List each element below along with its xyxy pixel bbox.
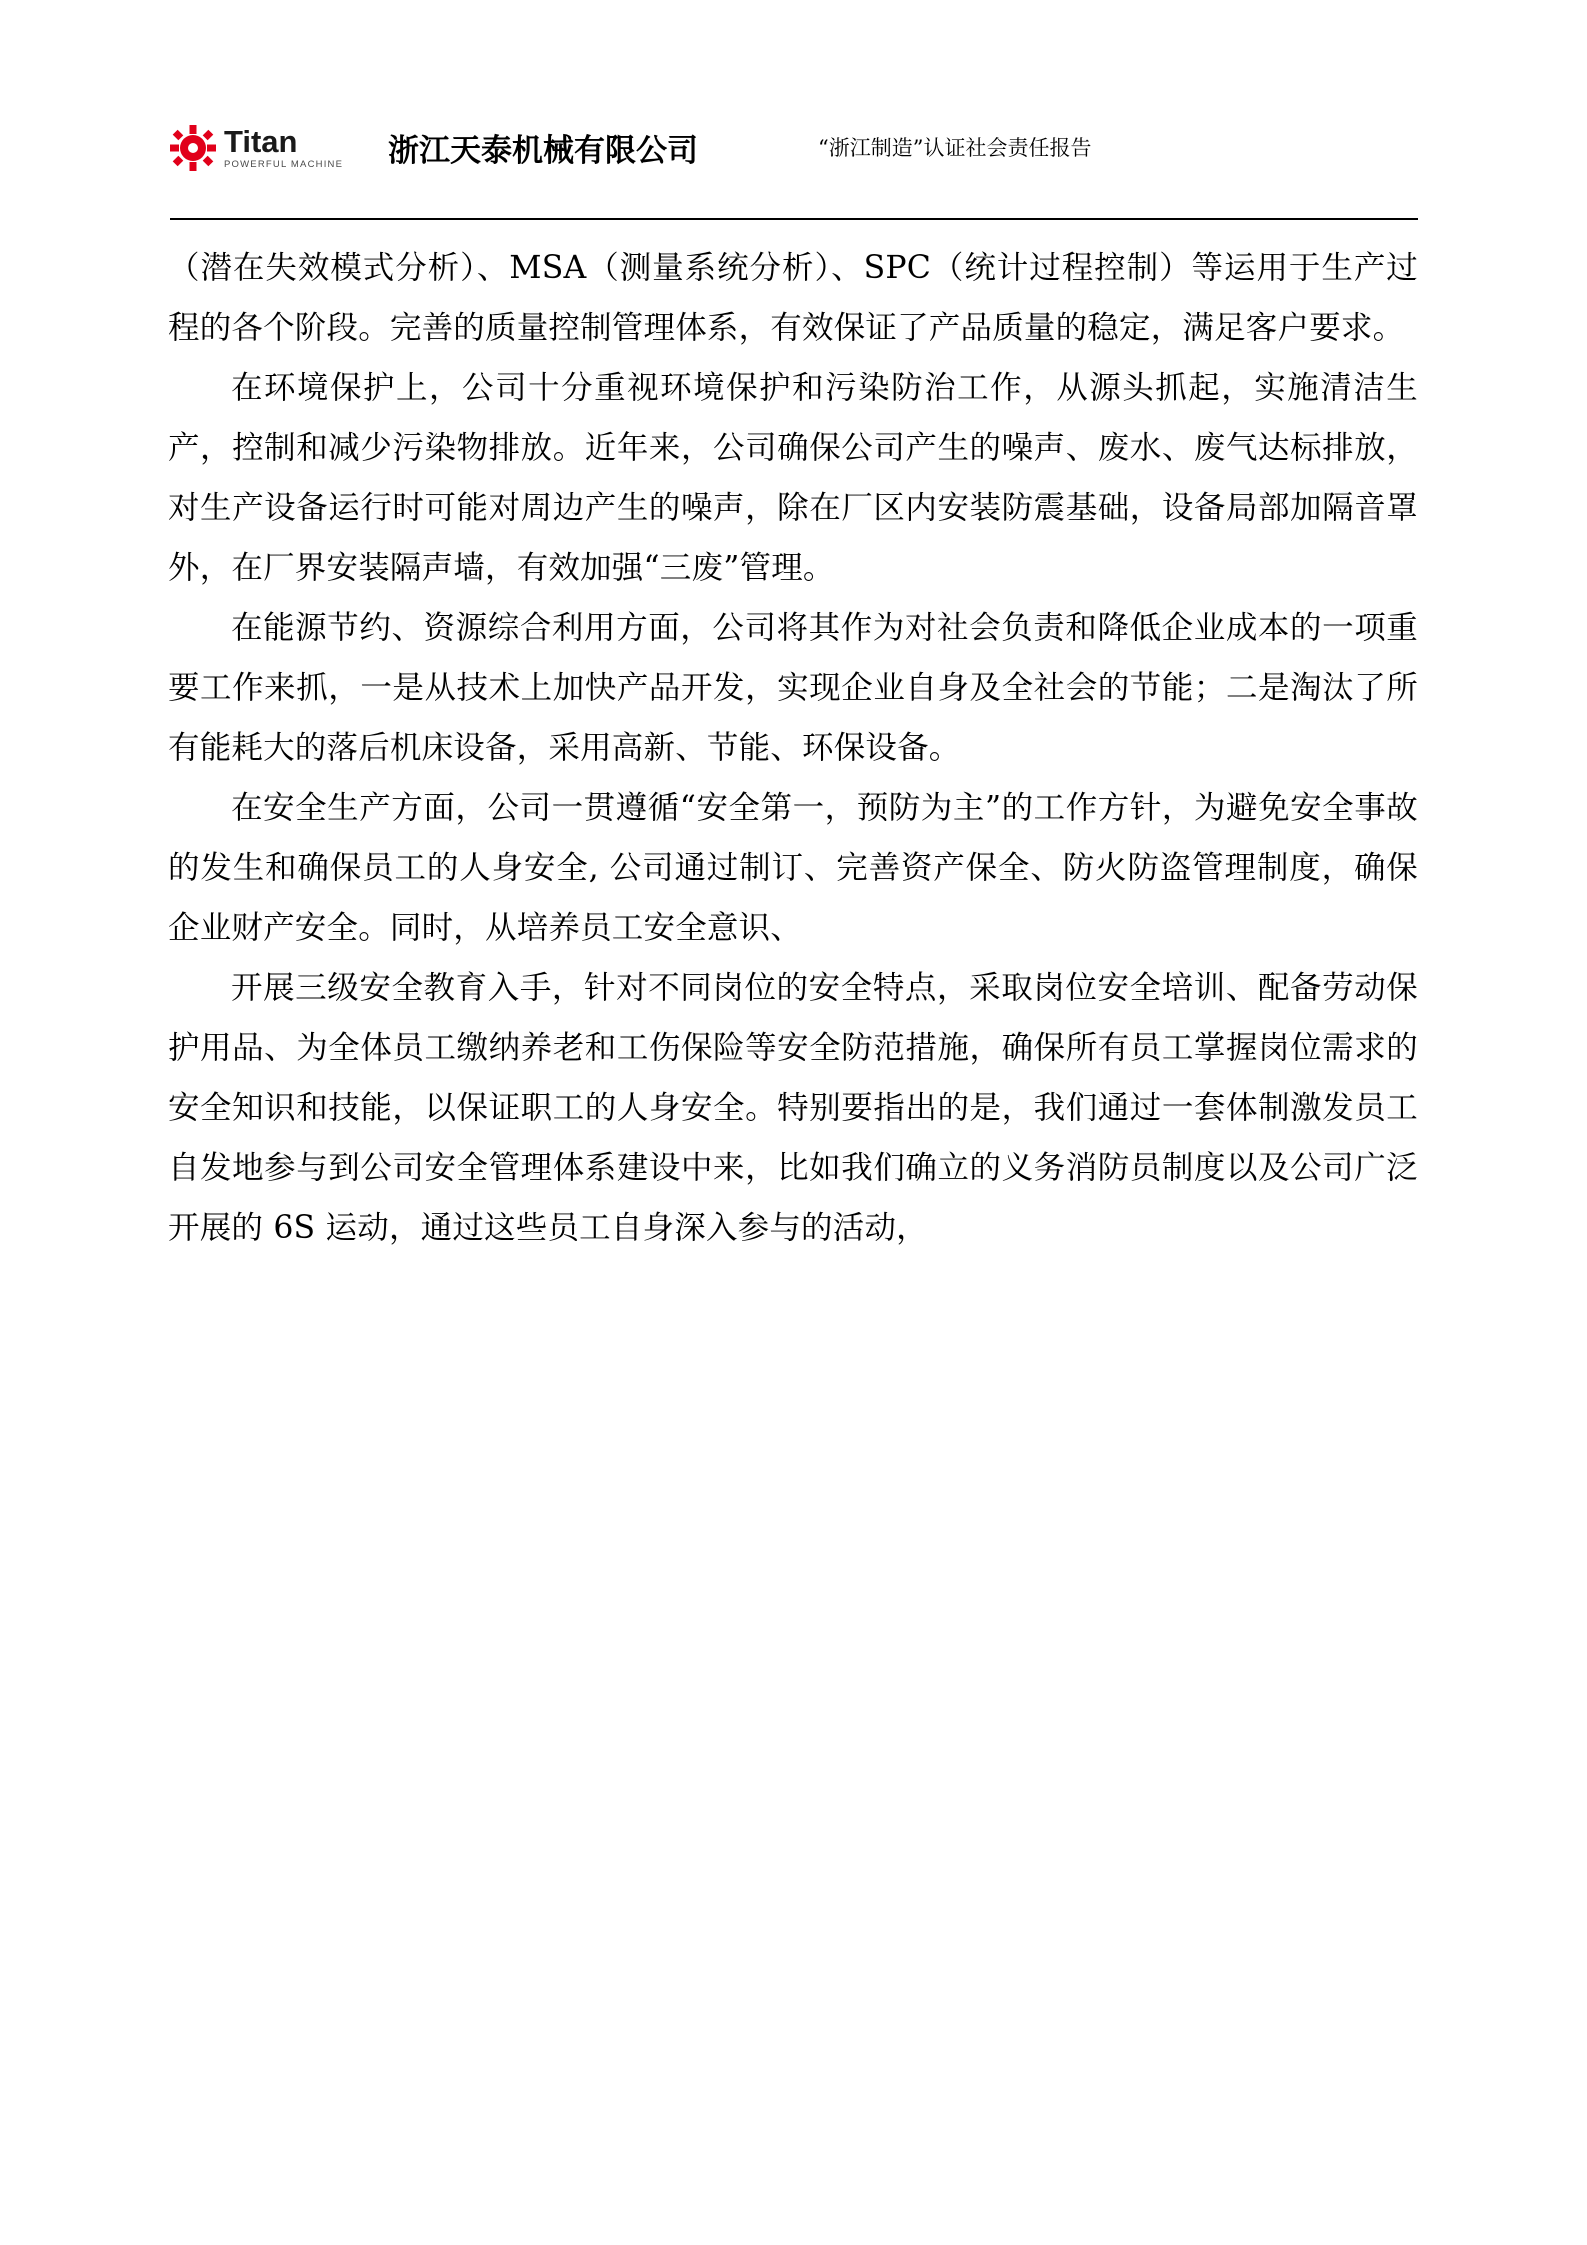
paragraph: （潜在失效模式分析）、MSA（测量系统分析）、SPC（统计过程控制）等运用于生产过程的各个阶段。完善的质量控制管理体系，有效保证了产品质量的稳定，满足客户要求。 [168, 250, 1418, 346]
paragraph: 开展三级安全教育入手，针对不同岗位的安全特点，采取岗位安全培训、配备劳动保护用品、为全体员工缴纳养老和工伤保险等安全防范措施，确保所有员工掌握岗位需求的安全知识和技能，以保证职工的人身安全。特别要指出的是，我们通过一套体制激发员工自发地参与到公司安全管理体系建设中来，比如我们确立的义务消防员制度以及公司广泛开展的 6S 运动，通过这些员工自身深入参与的活动， [168, 970, 1418, 1246]
company-name: 浙江天泰机械有限公司 [388, 133, 698, 169]
logo-name: Titan [224, 123, 298, 159]
page-header [170, 95, 1415, 200]
paragraph: 在安全生产方面，公司一贯遵循“安全第一，预防为主”的工作方针，为避免安全事故的发生和确保员工的人身安全, 公司通过制订、完善资产保全、防火防盗管理制度，确保企业财产安全。同时，从培养员工安全意识、 [168, 790, 1418, 946]
logo-wordmark [224, 123, 344, 170]
logo-tagline: POWERFUL MACHINE [224, 158, 344, 170]
company-logo [170, 125, 370, 171]
header-divider [170, 218, 1418, 220]
titan-gear-icon [170, 125, 216, 171]
report-title: “浙江制造”认证社会责任报告 [818, 135, 1092, 160]
document-body [168, 238, 1418, 1258]
paragraph: 在能源节约、资源综合利用方面，公司将其作为对社会负责和降低企业成本的一项重要工作来抓，一是从技术上加快产品开发，实现企业自身及全社会的节能；二是淘汰了所有能耗大的落后机床设备，采用高新、节能、环保设备。 [168, 610, 1418, 766]
paragraph: 在环境保护上，公司十分重视环境保护和污染防治工作，从源头抓起，实施清洁生产，控制和减少污染物排放。近年来，公司确保公司产生的噪声、废水、废气达标排放，对生产设备运行时可能对周边产生的噪声，除在厂区内安装防震基础，设备局部加隔音罩外，在厂界安装隔声墙，有效加强“三废”管理。 [168, 370, 1418, 586]
